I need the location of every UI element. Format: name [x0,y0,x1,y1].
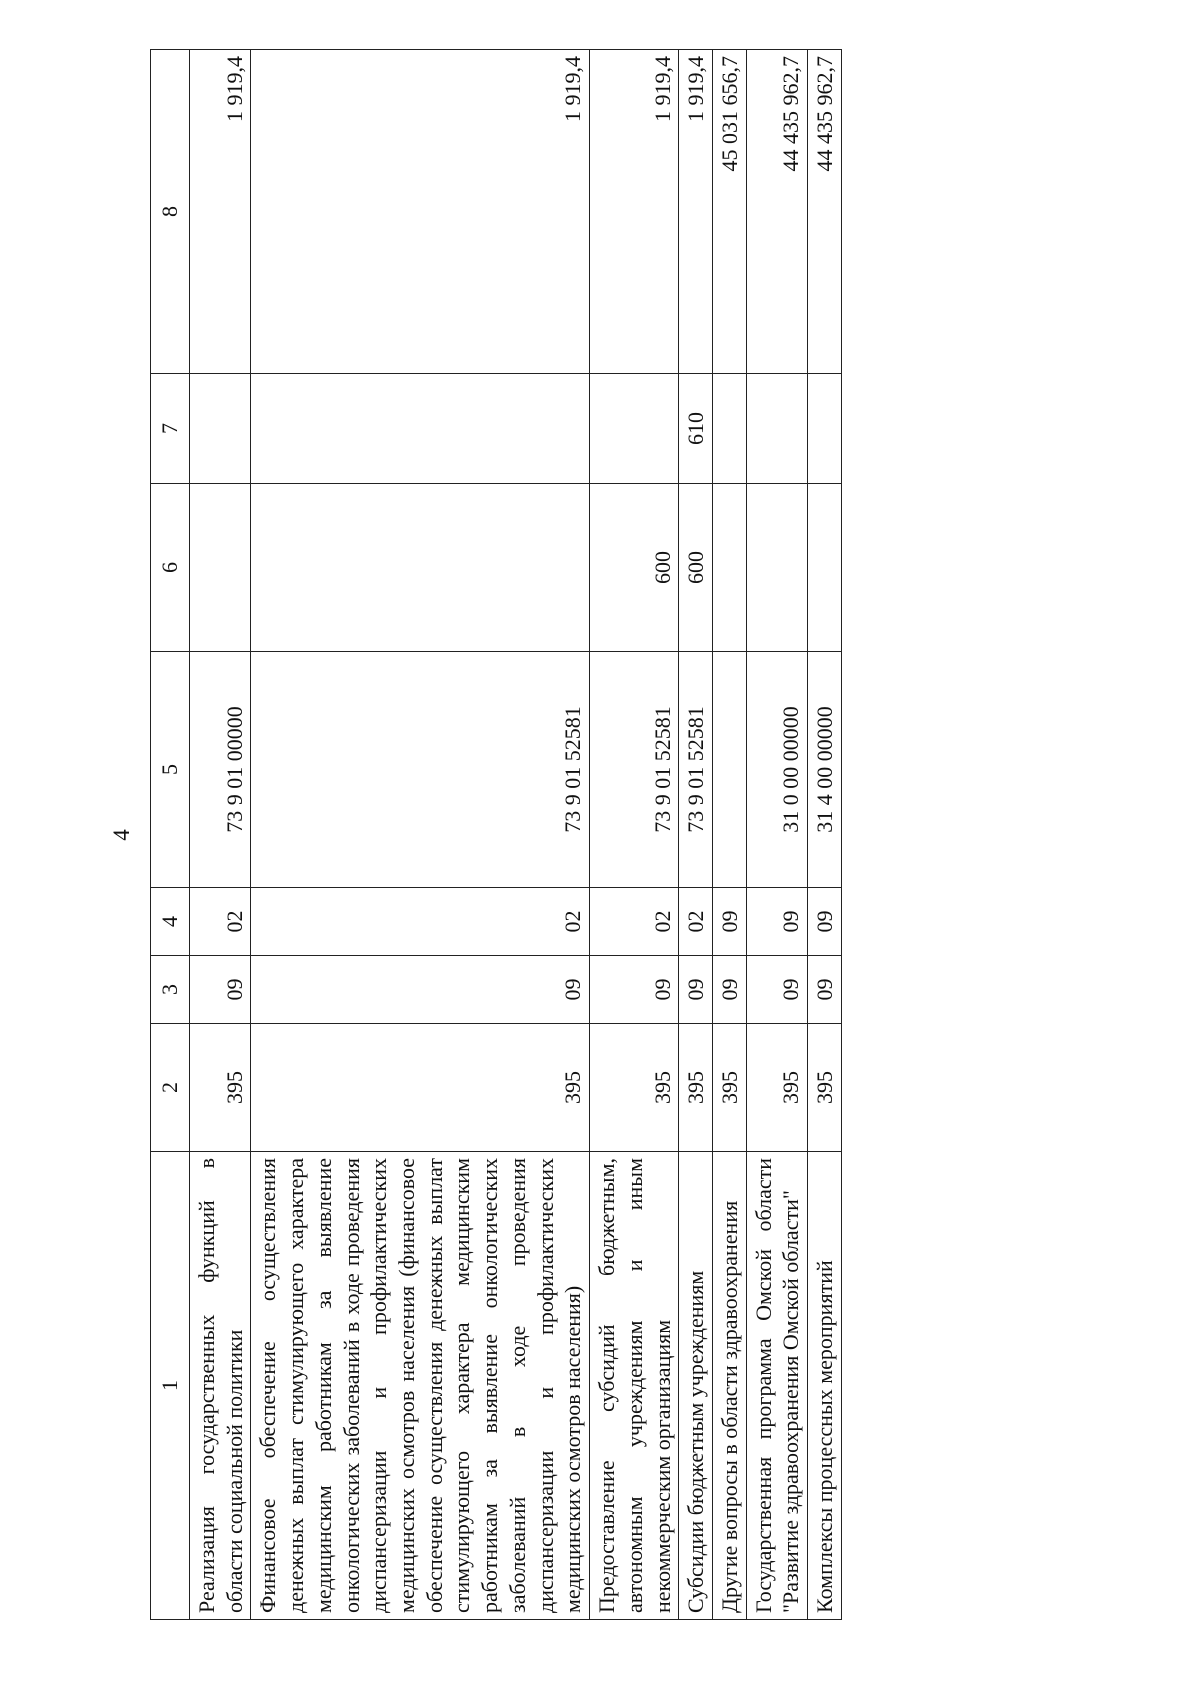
cell-col8: 45 031 656,7 [712,50,746,374]
cell-col2: 395 [251,1024,590,1152]
table-row [590,50,679,1620]
cell-col8: 1 919,4 [590,50,679,374]
cell-col8: 44 435 962,7 [808,50,842,374]
column-header-1: 1 [151,1152,190,1620]
cell-col8: 1 919,4 [251,50,590,374]
cell-col2: 395 [712,1024,746,1152]
cell-col8: 1 919,4 [679,50,713,374]
table-row [746,50,807,1620]
row-name: Реализация государственных функций в области социальной политики [190,1152,251,1620]
table-row [190,50,251,1620]
cell-col3: 09 [190,956,251,1024]
cell-col8: 1 919,4 [190,50,251,374]
cell-col6 [808,484,842,652]
cell-col3: 09 [590,956,679,1024]
cell-col6 [712,484,746,652]
cell-col3: 09 [251,956,590,1024]
cell-col8: 44 435 962,7 [746,50,807,374]
cell-col2: 395 [808,1024,842,1152]
column-header-7: 7 [151,374,190,484]
cell-col7: 610 [679,374,713,484]
cell-col2: 395 [679,1024,713,1152]
cell-col5: 31 0 00 00000 [746,652,807,888]
cell-col4: 09 [712,888,746,956]
cell-col4: 02 [190,888,251,956]
row-name: Предоставление субсидий бюджетным, автономным учреждениям и иным некоммерческим организациям [590,1152,679,1620]
cell-col7 [251,374,590,484]
row-name: Государственная программа Омской области "Развитие здравоохранения Омской области" [746,1152,807,1620]
cell-col7 [808,374,842,484]
column-header-5: 5 [151,652,190,888]
cell-col6 [251,484,590,652]
table-row [808,50,842,1620]
cell-col4: 02 [679,888,713,956]
cell-col4: 02 [251,888,590,956]
cell-col2: 395 [746,1024,807,1152]
cell-col4: 02 [590,888,679,956]
cell-col3: 09 [746,956,807,1024]
row-name: Другие вопросы в области здравоохранения [712,1152,746,1620]
cell-col4: 09 [808,888,842,956]
cell-col5: 73 9 01 00000 [190,652,251,888]
table-row [679,50,713,1620]
cell-col3: 09 [712,956,746,1024]
column-header-3: 3 [151,956,190,1024]
budget-table [150,49,842,1620]
cell-col3: 09 [679,956,713,1024]
cell-col7 [190,374,251,484]
row-name: Комплексы процессных мероприятий [808,1152,842,1620]
row-name: Субсидии бюджетным учреждениям [679,1152,713,1620]
row-name: Финансовое обеспечение осуществления денежных выплат стимулирующего характера медицинским работникам за выявление онкологических заболеваний в ходе проведения диспансеризации и профилактических медицинских осмотров населения (финансовое обеспечение осуществления денежных выплат стимулирующего характера медицинским работникам за выявление онкологических заболеваний в ходе проведения диспансеризации и профилактических медицинских осмотров населения) [251,1152,590,1620]
cell-col3: 09 [808,956,842,1024]
column-header-4: 4 [151,888,190,956]
cell-col7 [746,374,807,484]
cell-col5: 31 4 00 00000 [808,652,842,888]
cell-col7 [712,374,746,484]
cell-col4: 09 [746,888,807,956]
header-row [151,50,190,1620]
cell-col6: 600 [590,484,679,652]
cell-col6 [746,484,807,652]
cell-col2: 395 [190,1024,251,1152]
table-header [151,50,190,1620]
cell-col2: 395 [590,1024,679,1152]
cell-col5 [712,652,746,888]
table-body [190,50,842,1620]
document-page [100,50,1060,1620]
table-row [712,50,746,1620]
cell-col6: 600 [679,484,713,652]
cell-col5: 73 9 01 52581 [590,652,679,888]
column-header-2: 2 [151,1024,190,1152]
column-header-6: 6 [151,484,190,652]
column-header-8: 8 [151,50,190,374]
cell-col7 [590,374,679,484]
cell-col6 [190,484,251,652]
cell-col5: 73 9 01 52581 [679,652,713,888]
table-row [251,50,590,1620]
page-number: 4 [109,829,134,841]
cell-col5: 73 9 01 52581 [251,652,590,888]
